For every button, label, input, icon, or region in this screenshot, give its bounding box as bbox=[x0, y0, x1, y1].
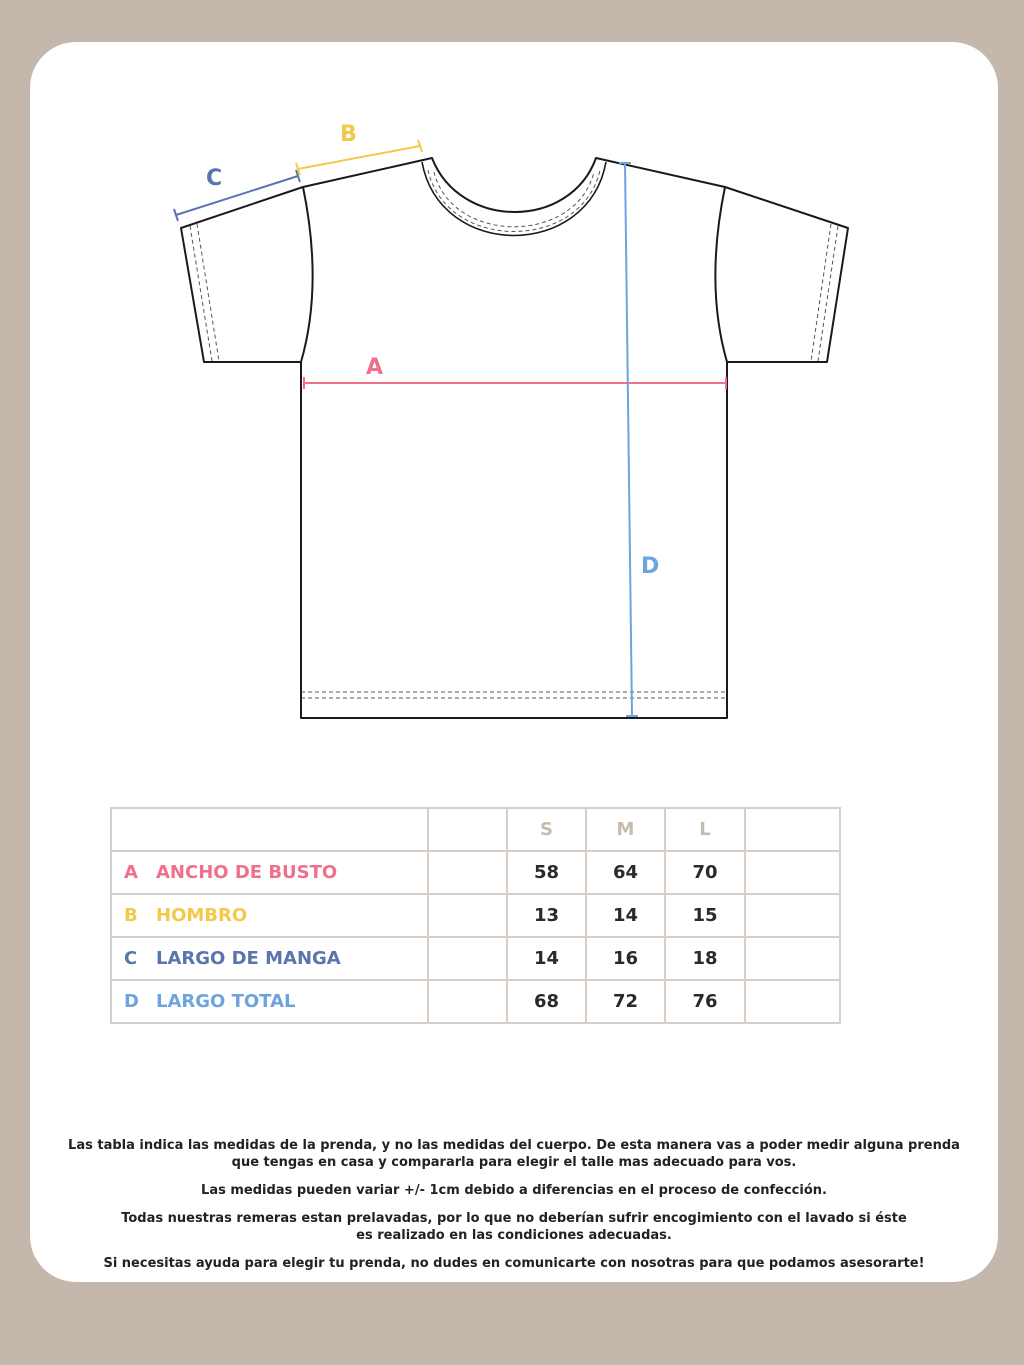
size-table bbox=[110, 807, 841, 1024]
dimension-a-label: A bbox=[366, 355, 384, 380]
row-value-l: 70 bbox=[665, 851, 745, 894]
row-blank bbox=[428, 851, 507, 894]
note-line-6: Si necesitas ayuda para elegir tu prenda, no dudes en comunicarte con nosotras para que podamos asesorarte! bbox=[103, 1256, 925, 1271]
header-blank-3 bbox=[745, 808, 840, 851]
row-value-m: 64 bbox=[586, 851, 665, 894]
row-value-s: 13 bbox=[507, 894, 586, 937]
note-line-2: que tengas en casa y compararla para elegir el talle mas adecuado para vos. bbox=[231, 1155, 797, 1170]
table-row bbox=[111, 894, 840, 937]
note-variation bbox=[50, 1182, 978, 1199]
note-measurements bbox=[50, 1137, 978, 1171]
header-blank bbox=[111, 808, 428, 851]
note-prewashed bbox=[50, 1210, 978, 1244]
table-row bbox=[111, 980, 840, 1023]
row-blank bbox=[745, 894, 840, 937]
dimension-d-label: D bbox=[641, 554, 660, 579]
row-value-m: 14 bbox=[586, 894, 665, 937]
left-sleeve bbox=[181, 187, 303, 362]
row-blank bbox=[745, 937, 840, 980]
row-blank bbox=[428, 937, 507, 980]
size-header-row bbox=[111, 808, 840, 851]
row-value-m: 16 bbox=[586, 937, 665, 980]
dimension-b-label: B bbox=[340, 122, 357, 147]
row-letter: A bbox=[111, 851, 156, 894]
size-header-l: L bbox=[665, 808, 745, 851]
table-row bbox=[111, 851, 840, 894]
row-name: LARGO DE MANGA bbox=[156, 937, 428, 980]
dimension-c-line bbox=[174, 170, 300, 221]
row-blank bbox=[428, 894, 507, 937]
note-line-4: Todas nuestras remeras estan prelavadas, por lo que no deberían sufrir encogimiento con el lavado si éste bbox=[121, 1211, 907, 1226]
note-line-3: Las medidas pueden variar +/- 1cm debido a diferencias en el proceso de confección. bbox=[201, 1183, 827, 1198]
row-letter: C bbox=[111, 937, 156, 980]
row-letter: B bbox=[111, 894, 156, 937]
tshirt-outline bbox=[301, 158, 727, 718]
header-blank-2 bbox=[428, 808, 507, 851]
notes bbox=[50, 1137, 978, 1283]
table-row bbox=[111, 937, 840, 980]
size-header-s: S bbox=[507, 808, 586, 851]
row-value-l: 18 bbox=[665, 937, 745, 980]
dimension-d-line bbox=[619, 163, 638, 716]
note-line-1: Las tabla indica las medidas de la prenda, y no las medidas del cuerpo. De esta manera vas a poder medir alguna prenda bbox=[68, 1138, 960, 1153]
size-header-m: M bbox=[586, 808, 665, 851]
row-blank bbox=[428, 980, 507, 1023]
row-value-s: 58 bbox=[507, 851, 586, 894]
row-value-l: 15 bbox=[665, 894, 745, 937]
collar-inner bbox=[422, 162, 606, 236]
row-value-m: 72 bbox=[586, 980, 665, 1023]
row-value-s: 14 bbox=[507, 937, 586, 980]
right-sleeve bbox=[725, 187, 848, 362]
row-name: ANCHO DE BUSTO bbox=[156, 851, 428, 894]
tshirt-diagram bbox=[30, 42, 998, 762]
dimension-c-label: C bbox=[206, 166, 223, 191]
note-help bbox=[50, 1255, 978, 1272]
row-value-s: 68 bbox=[507, 980, 586, 1023]
dimension-b-line bbox=[296, 140, 422, 175]
row-blank bbox=[745, 851, 840, 894]
row-letter: D bbox=[111, 980, 156, 1023]
row-name: HOMBRO bbox=[156, 894, 428, 937]
size-guide-card bbox=[30, 42, 998, 1282]
row-name: LARGO TOTAL bbox=[156, 980, 428, 1023]
row-blank bbox=[745, 980, 840, 1023]
note-line-5: es realizado en las condiciones adecuadas. bbox=[356, 1228, 672, 1243]
row-value-l: 76 bbox=[665, 980, 745, 1023]
